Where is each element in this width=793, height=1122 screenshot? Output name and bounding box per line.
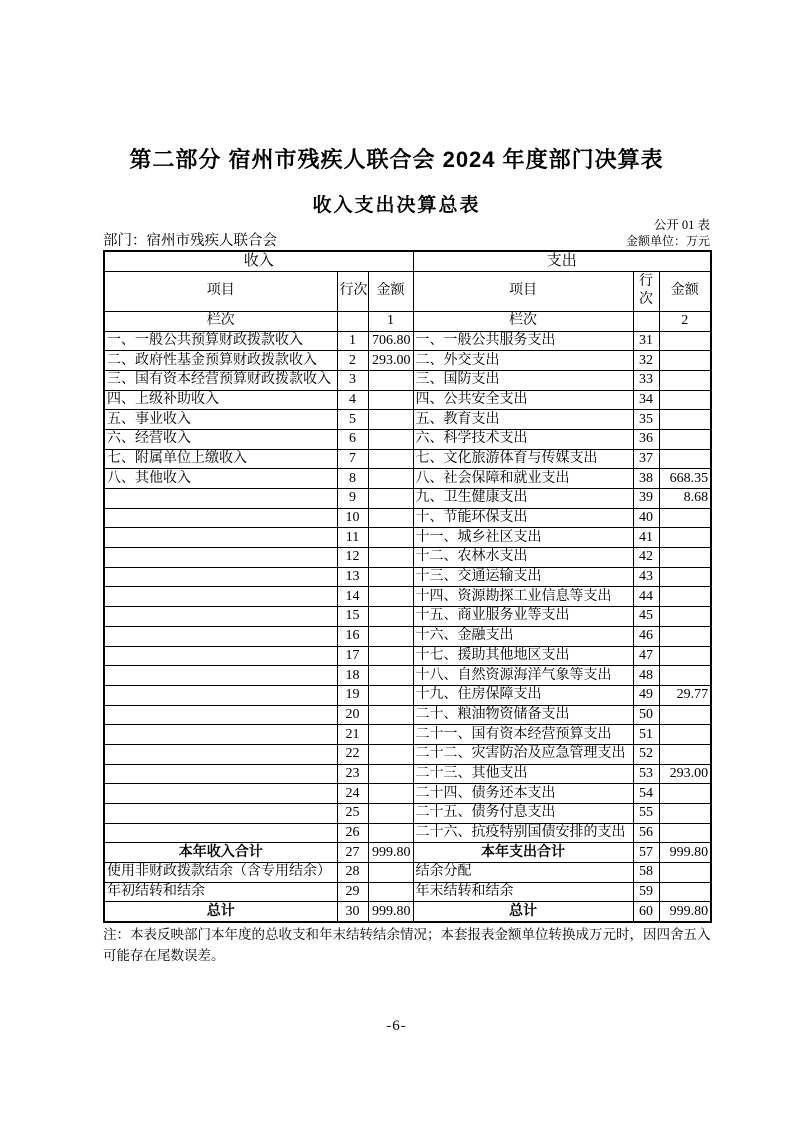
expense-item-cell: 二十二、灾害防治及应急管理支出 <box>413 744 633 764</box>
income-item-cell: 六、经营收入 <box>104 429 337 449</box>
expense-line-cell: 33 <box>633 370 659 390</box>
income-item-cell: 八、其他收入 <box>104 469 337 489</box>
income-item-cell <box>104 567 337 587</box>
table-code-label: 公开 01 表 <box>653 218 710 232</box>
income-column-index-label: 栏次 <box>104 311 337 331</box>
income-line-cell: 25 <box>337 804 368 824</box>
expense-line-cell: 45 <box>633 607 659 627</box>
income-line-blank <box>337 311 368 331</box>
expense-item-cell: 十八、自然资源海洋气象等支出 <box>413 666 633 686</box>
expense-item-cell: 十三、交通运输支出 <box>413 567 633 587</box>
expense-amount-cell <box>659 528 711 548</box>
expense-item-cell: 十五、商业服务业等支出 <box>413 607 633 627</box>
income-item-cell <box>104 666 337 686</box>
table-row <box>104 331 711 351</box>
expense-item-cell: 二十、粮油物资储备支出 <box>413 705 633 725</box>
income-amount-cell <box>368 804 413 824</box>
document-title: 第二部分 宿州市残疾人联合会 2024 年度部门决算表 <box>129 147 664 172</box>
expense-item-cell: 七、文化旅游体育与传媒支出 <box>413 449 633 469</box>
expense-line-cell: 43 <box>633 567 659 587</box>
income-amount-cell <box>368 823 413 843</box>
income-line-cell: 24 <box>337 784 368 804</box>
table-row <box>104 843 711 863</box>
expense-line-cell: 41 <box>633 528 659 548</box>
table-row <box>104 823 711 843</box>
expense-line-cell: 60 <box>633 902 659 922</box>
income-item-cell <box>104 607 337 627</box>
table-note: 注：本表反映部门本年度的总收支和年末结转结余情况；本套报表金额单位转换成万元时，因四舍五入可能存在尾数误差。 <box>103 927 711 963</box>
expense-line-cell: 40 <box>633 508 659 528</box>
table-row <box>104 567 711 587</box>
income-item-header: 项目 <box>104 271 337 311</box>
expense-line-cell: 49 <box>633 685 659 705</box>
income-line-cell: 30 <box>337 902 368 922</box>
expense-column-number: 2 <box>659 311 711 331</box>
expense-section-header: 支出 <box>413 251 711 271</box>
expense-amount-cell <box>659 823 711 843</box>
expense-line-cell: 32 <box>633 351 659 371</box>
income-line-cell: 27 <box>337 843 368 863</box>
income-amount-cell <box>368 725 413 745</box>
expense-amount-cell <box>659 804 711 824</box>
expense-amount-cell <box>659 548 711 568</box>
expense-line-cell: 47 <box>633 646 659 666</box>
expense-line-cell: 38 <box>633 469 659 489</box>
expense-item-cell: 十七、援助其他地区支出 <box>413 646 633 666</box>
expense-item-cell: 十二、农林水支出 <box>413 548 633 568</box>
expense-item-cell: 二十四、债务还本支出 <box>413 784 633 804</box>
expense-amount-cell: 293.00 <box>659 764 711 784</box>
expense-item-cell: 二十五、债务付息支出 <box>413 804 633 824</box>
income-column-number: 1 <box>368 311 413 331</box>
table-row <box>104 587 711 607</box>
income-amount-cell <box>368 390 413 410</box>
table-row <box>104 705 711 725</box>
income-item-cell <box>104 548 337 568</box>
income-item-cell <box>104 744 337 764</box>
expense-amount-cell <box>659 370 711 390</box>
income-line-cell: 10 <box>337 508 368 528</box>
income-line-cell: 20 <box>337 705 368 725</box>
income-item-cell <box>104 764 337 784</box>
income-line-cell: 15 <box>337 607 368 627</box>
expense-item-cell: 三、国防支出 <box>413 370 633 390</box>
expense-line-cell: 46 <box>633 626 659 646</box>
income-amount-cell <box>368 685 413 705</box>
income-item-cell: 二、政府性基金预算财政拨款收入 <box>104 351 337 371</box>
expense-column-index-label: 栏次 <box>413 311 633 331</box>
income-line-cell: 17 <box>337 646 368 666</box>
table-row <box>104 390 711 410</box>
income-line-cell: 6 <box>337 429 368 449</box>
expense-item-cell: 二十三、其他支出 <box>413 764 633 784</box>
income-amount-cell <box>368 567 413 587</box>
income-amount-cell <box>368 863 413 883</box>
table-row <box>104 626 711 646</box>
expense-item-cell: 二十一、国有资本经营预算支出 <box>413 725 633 745</box>
income-item-cell: 本年收入合计 <box>104 843 337 863</box>
income-item-cell: 四、上级补助收入 <box>104 390 337 410</box>
expense-item-cell: 本年支出合计 <box>413 843 633 863</box>
expense-item-cell: 十一、城乡社区支出 <box>413 528 633 548</box>
table-row <box>104 607 711 627</box>
expense-amount-cell <box>659 784 711 804</box>
table-row <box>104 449 711 469</box>
income-item-cell <box>104 823 337 843</box>
income-amount-cell <box>368 587 413 607</box>
income-line-cell: 19 <box>337 685 368 705</box>
expense-item-cell: 结余分配 <box>413 863 633 883</box>
expense-item-cell: 十、节能环保支出 <box>413 508 633 528</box>
department-label: 部门：宿州市残疾人联合会 <box>103 233 277 249</box>
table-row <box>104 784 711 804</box>
income-item-cell <box>104 804 337 824</box>
income-line-cell: 7 <box>337 449 368 469</box>
income-amount-cell <box>368 429 413 449</box>
income-amount-cell <box>368 410 413 430</box>
table-row <box>104 370 711 390</box>
expense-line-cell: 37 <box>633 449 659 469</box>
income-line-cell: 16 <box>337 626 368 646</box>
expense-line-cell: 54 <box>633 784 659 804</box>
expense-item-cell: 十六、金融支出 <box>413 626 633 646</box>
expense-amount-cell <box>659 587 711 607</box>
expense-amount-cell: 668.35 <box>659 469 711 489</box>
income-amount-cell <box>368 508 413 528</box>
income-amount-cell <box>368 784 413 804</box>
expense-amount-cell <box>659 351 711 371</box>
income-line-cell: 2 <box>337 351 368 371</box>
expense-item-header: 项目 <box>413 271 633 311</box>
income-item-cell: 五、事业收入 <box>104 410 337 430</box>
income-amount-cell <box>368 528 413 548</box>
table-row <box>104 764 711 784</box>
income-line-header: 行次 <box>337 271 368 311</box>
expense-line-cell: 39 <box>633 489 659 509</box>
table-row <box>104 882 711 902</box>
expense-amount-cell <box>659 410 711 430</box>
income-line-cell: 4 <box>337 390 368 410</box>
income-line-cell: 21 <box>337 725 368 745</box>
column-header-row <box>104 271 711 311</box>
expense-amount-cell <box>659 666 711 686</box>
expense-amount-cell <box>659 449 711 469</box>
expense-amount-header: 金额 <box>659 271 711 311</box>
expense-line-cell: 34 <box>633 390 659 410</box>
income-item-cell: 三、国有资本经营预算财政拨款收入 <box>104 370 337 390</box>
expense-amount-cell <box>659 705 711 725</box>
expense-item-cell: 总计 <box>413 902 633 922</box>
income-item-cell: 使用非财政拨款结余（含专用结余） <box>104 863 337 883</box>
expense-item-cell: 十四、资源勘探工业信息等支出 <box>413 587 633 607</box>
expense-amount-cell <box>659 429 711 449</box>
income-line-cell: 3 <box>337 370 368 390</box>
expense-amount-cell <box>659 882 711 902</box>
income-amount-cell <box>368 705 413 725</box>
income-line-cell: 23 <box>337 764 368 784</box>
expense-line-cell: 42 <box>633 548 659 568</box>
expense-line-cell: 36 <box>633 429 659 449</box>
table-row <box>104 528 711 548</box>
expense-amount-cell: 29.77 <box>659 685 711 705</box>
expense-item-cell: 五、教育支出 <box>413 410 633 430</box>
expense-line-cell: 31 <box>633 331 659 351</box>
expense-amount-cell <box>659 390 711 410</box>
income-amount-cell: 999.80 <box>368 843 413 863</box>
expense-line-cell: 50 <box>633 705 659 725</box>
budget-summary-table <box>103 250 712 923</box>
expense-line-header: 行次 <box>633 271 659 311</box>
table-row <box>104 804 711 824</box>
expense-amount-cell <box>659 744 711 764</box>
income-amount-cell <box>368 744 413 764</box>
income-line-cell: 28 <box>337 863 368 883</box>
income-amount-cell <box>368 449 413 469</box>
expense-amount-cell <box>659 567 711 587</box>
income-amount-cell <box>368 882 413 902</box>
table-row <box>104 725 711 745</box>
expense-line-cell: 35 <box>633 410 659 430</box>
income-amount-cell <box>368 370 413 390</box>
expense-item-cell: 二十六、抗疫特别国债安排的支出 <box>413 823 633 843</box>
expense-amount-cell <box>659 646 711 666</box>
income-line-cell: 29 <box>337 882 368 902</box>
income-item-cell: 一、一般公共预算财政拨款收入 <box>104 331 337 351</box>
income-item-cell <box>104 508 337 528</box>
expense-line-cell: 53 <box>633 764 659 784</box>
income-amount-cell <box>368 489 413 509</box>
table-row <box>104 902 711 922</box>
table-body <box>104 331 711 922</box>
income-line-cell: 26 <box>337 823 368 843</box>
income-item-cell <box>104 725 337 745</box>
income-line-cell: 12 <box>337 548 368 568</box>
income-item-cell <box>104 705 337 725</box>
expense-amount-cell <box>659 725 711 745</box>
expense-amount-cell <box>659 863 711 883</box>
income-item-cell <box>104 528 337 548</box>
income-section-header: 收入 <box>104 251 413 271</box>
table-row <box>104 744 711 764</box>
expense-amount-cell: 999.80 <box>659 843 711 863</box>
income-line-cell: 1 <box>337 331 368 351</box>
table-title: 收入支出决算总表 <box>312 195 481 216</box>
income-amount-cell: 706.80 <box>368 331 413 351</box>
expense-item-cell: 四、公共安全支出 <box>413 390 633 410</box>
expense-line-cell: 55 <box>633 804 659 824</box>
income-amount-cell <box>368 469 413 489</box>
table-row <box>104 351 711 371</box>
expense-item-cell: 二、外交支出 <box>413 351 633 371</box>
expense-amount-cell <box>659 331 711 351</box>
income-amount-header: 金额 <box>368 271 413 311</box>
income-item-cell <box>104 784 337 804</box>
page-number: -6- <box>386 1018 407 1034</box>
expense-line-cell: 59 <box>633 882 659 902</box>
table-row <box>104 469 711 489</box>
income-amount-cell <box>368 764 413 784</box>
expense-line-cell: 48 <box>633 666 659 686</box>
expense-item-cell: 十九、住房保障支出 <box>413 685 633 705</box>
section-header-row <box>104 251 711 271</box>
expense-item-cell: 一、一般公共服务支出 <box>413 331 633 351</box>
expense-line-cell: 52 <box>633 744 659 764</box>
table-row <box>104 646 711 666</box>
income-amount-cell <box>368 626 413 646</box>
income-line-cell: 9 <box>337 489 368 509</box>
income-line-cell: 14 <box>337 587 368 607</box>
income-item-cell: 总计 <box>104 902 337 922</box>
expense-line-cell: 44 <box>633 587 659 607</box>
income-item-cell <box>104 685 337 705</box>
expense-item-cell: 六、科学技术支出 <box>413 429 633 449</box>
income-item-cell: 七、附属单位上缴收入 <box>104 449 337 469</box>
income-amount-cell <box>368 666 413 686</box>
expense-line-cell: 56 <box>633 823 659 843</box>
income-line-cell: 8 <box>337 469 368 489</box>
expense-line-cell: 58 <box>633 863 659 883</box>
expense-item-cell: 年末结转和结余 <box>413 882 633 902</box>
income-line-cell: 5 <box>337 410 368 430</box>
expense-amount-cell <box>659 508 711 528</box>
income-line-cell: 18 <box>337 666 368 686</box>
income-line-cell: 22 <box>337 744 368 764</box>
table-row <box>104 548 711 568</box>
table-row <box>104 410 711 430</box>
income-item-cell <box>104 646 337 666</box>
income-amount-cell <box>368 607 413 627</box>
income-item-cell <box>104 587 337 607</box>
unit-label: 金额单位：万元 <box>625 234 710 248</box>
table-row <box>104 666 711 686</box>
column-index-row <box>104 311 711 331</box>
expense-amount-cell <box>659 626 711 646</box>
table-row <box>104 429 711 449</box>
income-item-cell <box>104 489 337 509</box>
expense-amount-cell: 8.68 <box>659 489 711 509</box>
income-amount-cell: 999.80 <box>368 902 413 922</box>
expense-line-blank <box>633 311 659 331</box>
meta-row <box>103 229 710 250</box>
income-item-cell: 年初结转和结余 <box>104 882 337 902</box>
income-amount-cell <box>368 646 413 666</box>
income-amount-cell <box>368 548 413 568</box>
table-row <box>104 685 711 705</box>
expense-line-cell: 57 <box>633 843 659 863</box>
income-line-cell: 11 <box>337 528 368 548</box>
table-row <box>104 508 711 528</box>
expense-item-cell: 八、社会保障和就业支出 <box>413 469 633 489</box>
expense-item-cell: 九、卫生健康支出 <box>413 489 633 509</box>
table-row <box>104 489 711 509</box>
income-line-cell: 13 <box>337 567 368 587</box>
income-item-cell <box>104 626 337 646</box>
expense-line-cell: 51 <box>633 725 659 745</box>
table-row <box>104 863 711 883</box>
expense-amount-cell <box>659 607 711 627</box>
income-amount-cell: 293.00 <box>368 351 413 371</box>
expense-amount-cell: 999.80 <box>659 902 711 922</box>
